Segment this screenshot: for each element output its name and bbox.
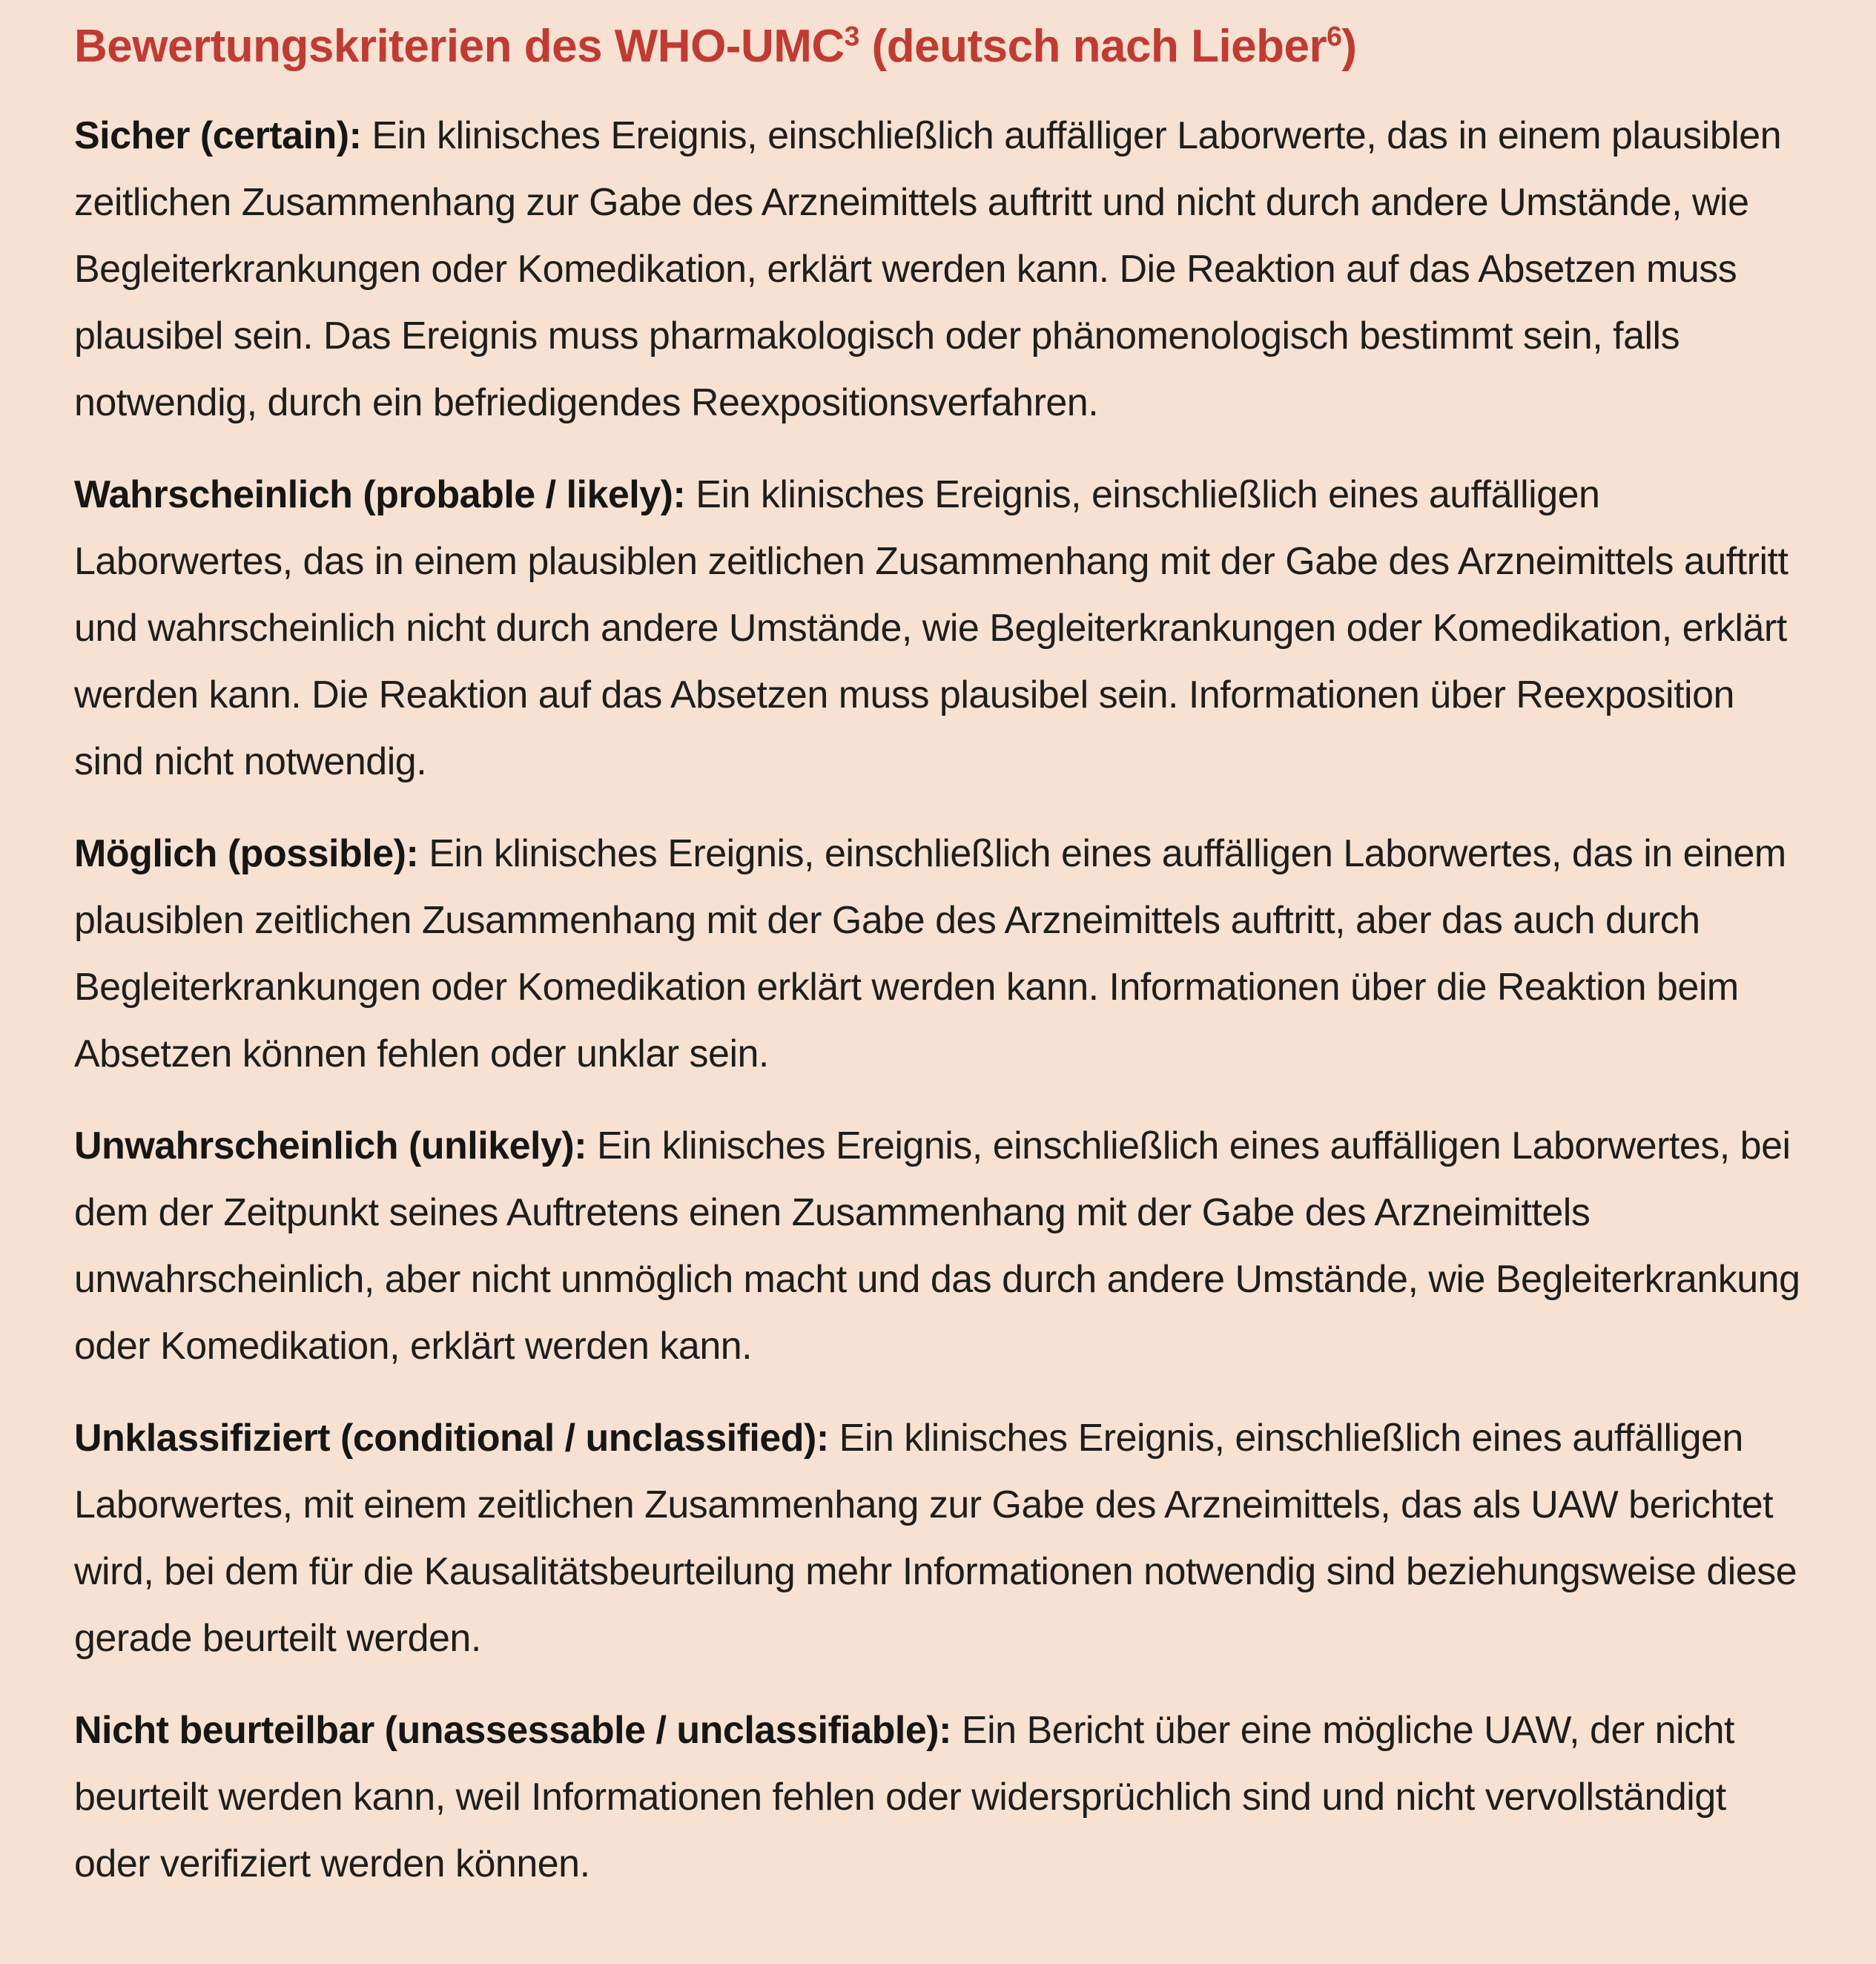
criterion-unlikely-term: Unwahrscheinlich (unlikely):: [74, 1124, 587, 1168]
box-title: [74, 19, 1811, 74]
criterion-unlikely-text: Ein klinisches Ereignis, einschließlich eines auffälligen Laborwertes, bei dem der Zeitpunkt seines Auftretens einen Zusammenhang mit der Gabe des Arzneimittels unwahrscheinlich, aber nicht unmöglich macht und das durch andere Umstände, wie Begleiterkrankung oder Komedikation, erklärt werden kann.: [74, 1124, 1800, 1368]
criterion-unassessable: [74, 1697, 1811, 1897]
criterion-probable-term: Wahrscheinlich (probable / likely):: [74, 473, 686, 517]
criterion-probable: [74, 461, 1811, 795]
criterion-possible-text: Ein klinisches Ereignis, einschließlich eines auffälligen Laborwertes, das in einem plausiblen zeitlichen Zusammenhang mit der Gabe des Arzneimittels auftritt, aber das auch durch Begleiterkrankungen oder Komedikation erklärt werden kann. Informationen über die Reaktion beim Absetzen können fehlen oder unklar sein.: [74, 832, 1786, 1076]
criterion-certain: [74, 102, 1811, 436]
criterion-possible: [74, 820, 1811, 1087]
criterion-unassessable-text: Ein Bericht über eine mögliche UAW, der nicht beurteilt werden kann, weil Informationen fehlen oder widersprüchlich sind und nicht vervollständigt oder verifiziert werden können.: [74, 1709, 1734, 1886]
footnote-ref-3: 3: [844, 20, 859, 52]
criterion-certain-term: Sicher (certain):: [74, 114, 362, 158]
criterion-conditional: [74, 1405, 1811, 1672]
criterion-conditional-term: Unklassifiziert (conditional / unclassified):: [74, 1417, 829, 1460]
box-title-mid: (deutsch nach Lieber: [859, 21, 1327, 72]
criterion-certain-text: Ein klinisches Ereignis, einschließlich auffälliger Laborwerte, das in einem plausiblen zeitlichen Zusammenhang zur Gabe des Arzneimittels auftritt und nicht durch andere Umstände, wie Begleiterkrankungen oder Komedikation, erklärt werden kann. Die Reaktion auf das Absetzen muss plausibel sein. Das Ereignis muss pharmakologisch oder phänomenologisch bestimmt sein, falls notwendig, durch ein befriedigendes Reexpositionsverfahren.: [74, 114, 1782, 425]
footnote-ref-6: 6: [1327, 20, 1342, 52]
box-title-suffix: ): [1341, 21, 1357, 72]
criterion-conditional-text: Ein klinisches Ereignis, einschließlich eines auffälligen Laborwertes, mit einem zeitlichen Zusammenhang zur Gabe des Arzneimittels, das als UAW berichtet wird, bei dem für die Kausalitätsbeurteilung mehr Informationen notwendig sind beziehungsweise diese gerade beurteilt werden.: [74, 1417, 1797, 1661]
criterion-unassessable-term: Nicht beurteilbar (unassessable / unclassifiable):: [74, 1709, 951, 1753]
criterion-possible-term: Möglich (possible):: [74, 832, 419, 876]
criterion-probable-text: Ein klinisches Ereignis, einschließlich eines auffälligen Laborwertes, das in einem plausiblen zeitlichen Zusammenhang mit der Gabe des Arzneimittels auftritt und wahrscheinlich nicht durch andere Umstände, wie Begleiterkrankungen oder Komedikation, erklärt werden kann. Die Reaktion auf das Absetzen muss plausibel sein. Informationen über Reexposition sind nicht notwendig.: [74, 473, 1789, 784]
box-title-prefix: Bewertungskriterien des WHO-UMC: [74, 21, 845, 72]
criterion-unlikely: [74, 1113, 1811, 1380]
